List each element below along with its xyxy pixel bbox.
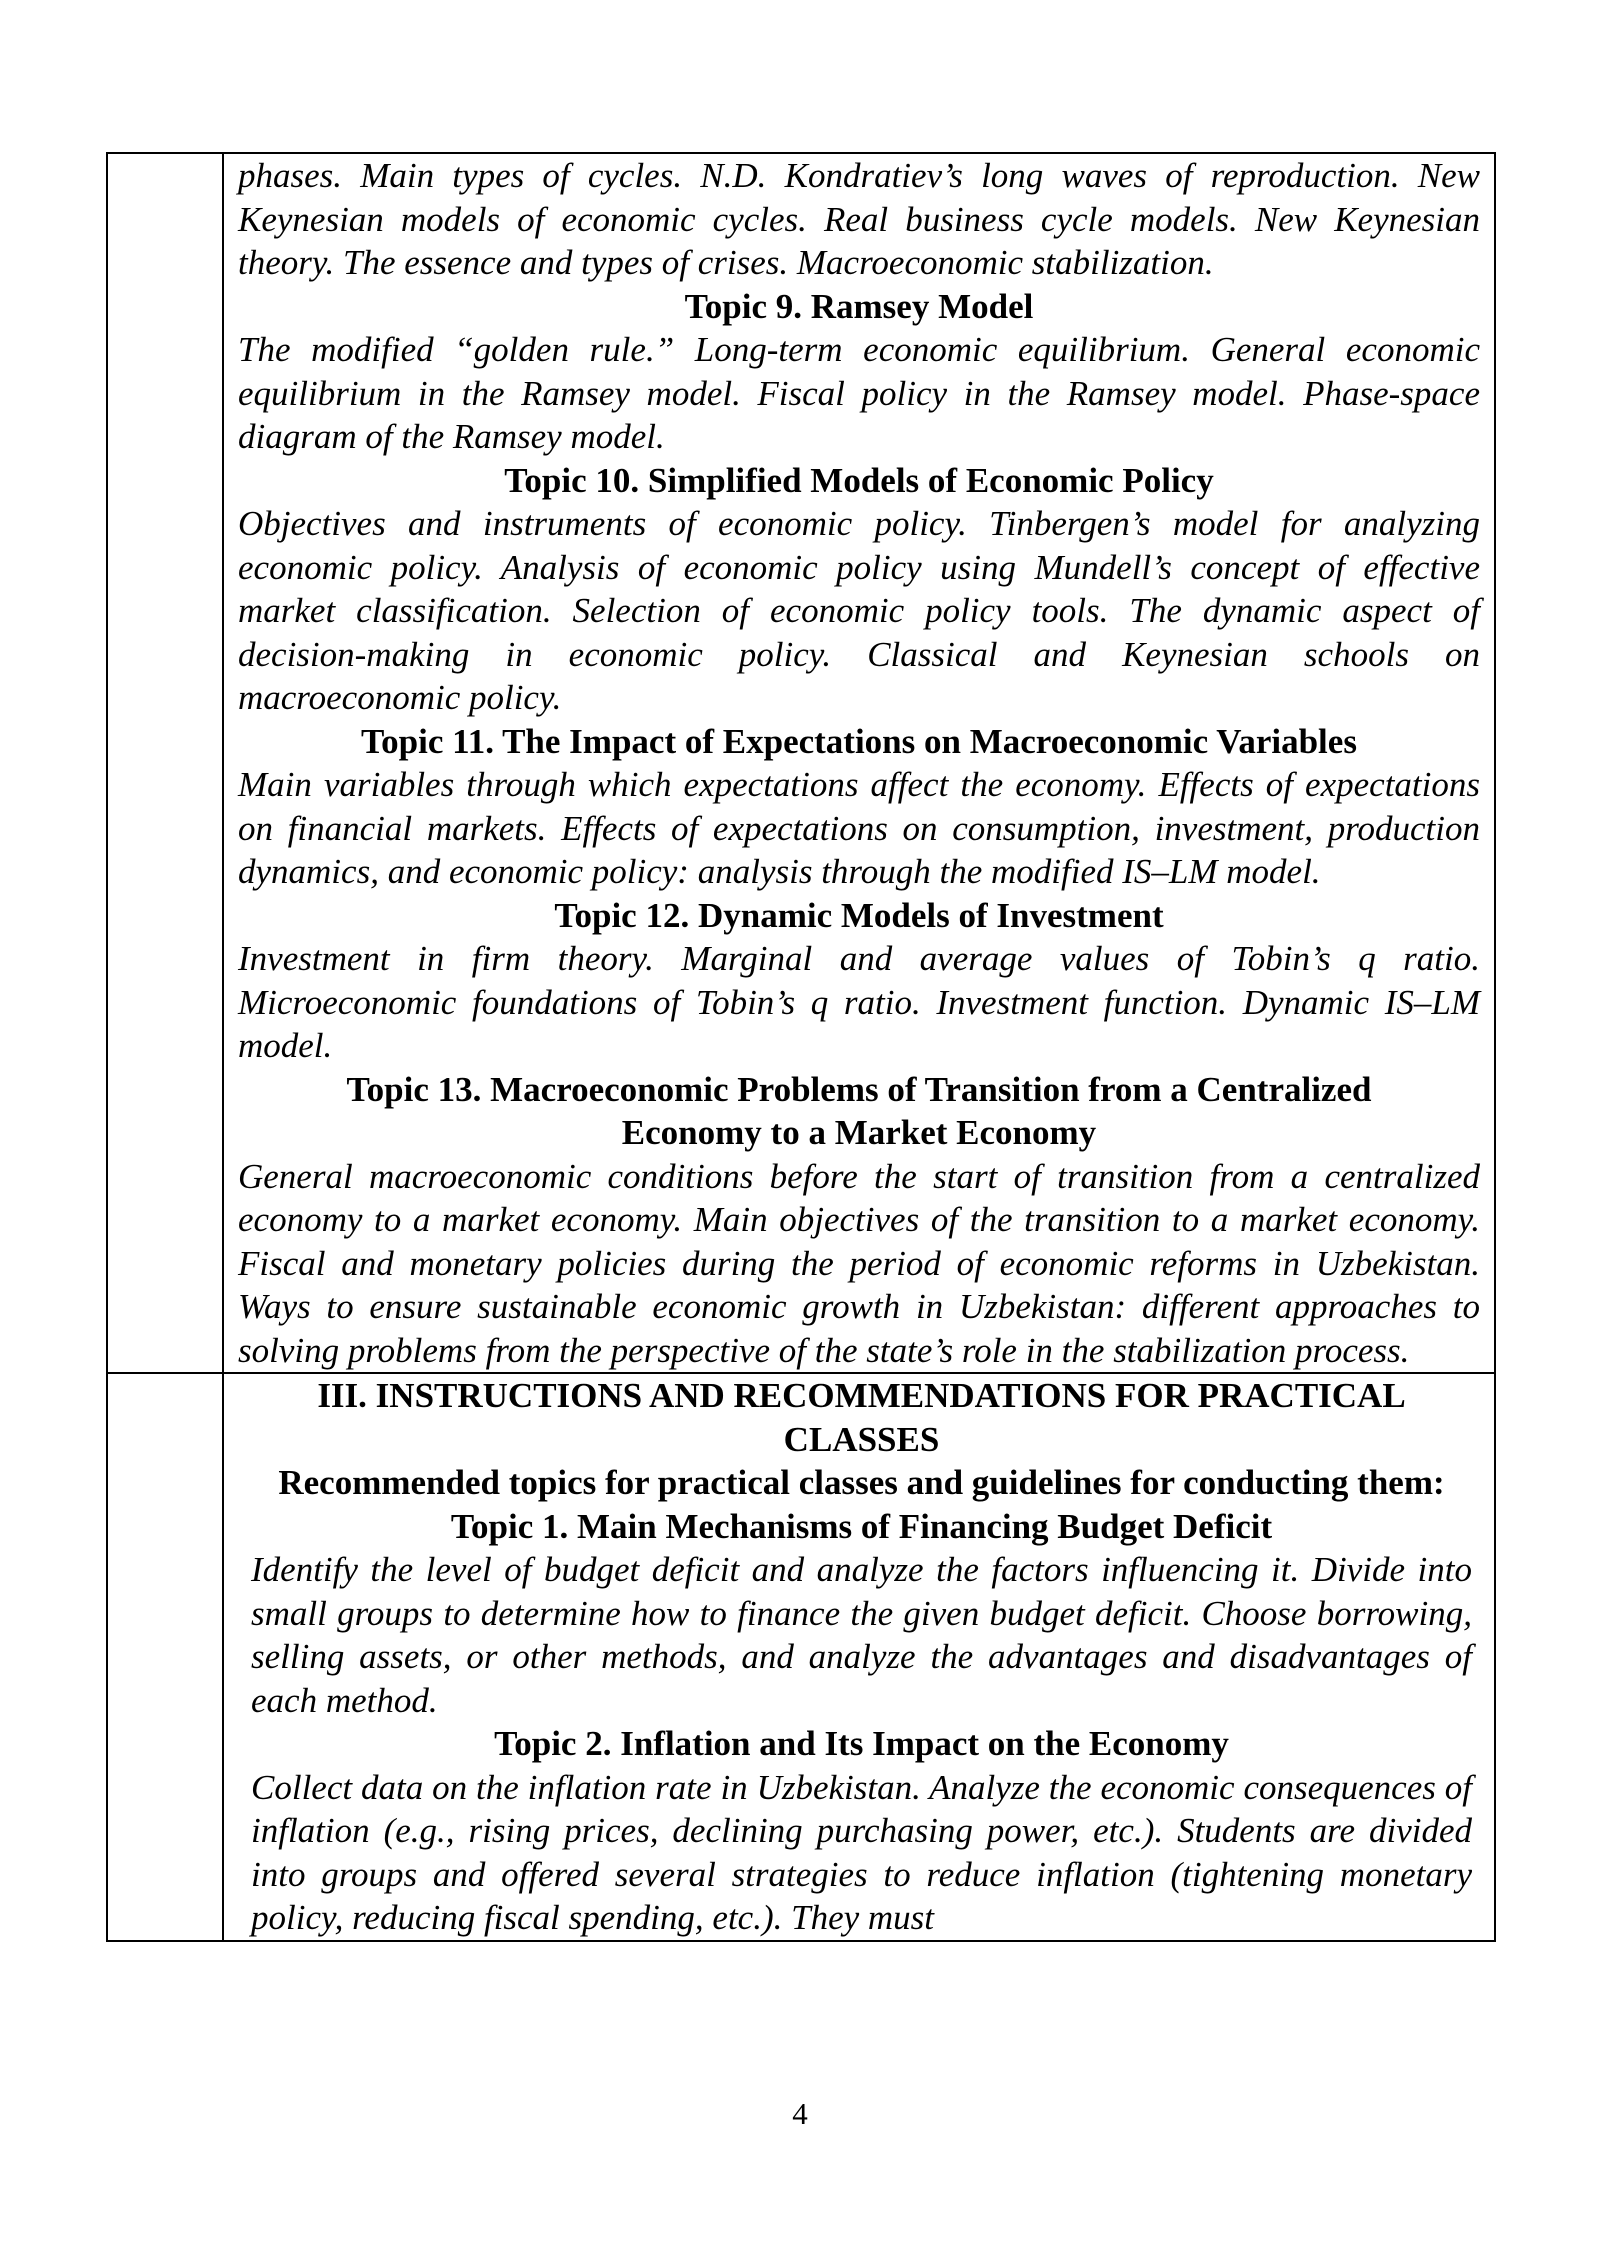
practical-topic-2-heading: Topic 2. Inflation and Its Impact on the Economy <box>494 1724 1229 1763</box>
table-row <box>107 153 1495 1373</box>
table-row <box>107 1373 1495 1941</box>
topic-12-text: Investment in firm theory. Marginal and average values of Tobin’s q ratio. Microeconomic foundations of Tobin’s q ratio. Investment function. Dynamic IS–LM model. <box>238 939 1480 1065</box>
cycles-text: phases. Main types of cycles. N.D. Kondratiev’s long waves of reproduction. New Keynesian models of economic cycles. Real business cycle models. New Keynesian theory. The essence and types of crises. Macroeconomic stabilization. <box>238 156 1480 282</box>
empty-left-cell <box>107 153 223 1373</box>
section-iii-heading: III. INSTRUCTIONS AND RECOMMENDATIONS FOR PRACTICAL CLASSES <box>317 1376 1406 1459</box>
topic-11-text: Main variables through which expectations affect the economy. Effects of expectations on financial markets. Effects of expectations on consumption, investment, production dynamics, and economic policy: analysis through the modified IS–LM model. <box>238 765 1480 891</box>
empty-left-cell <box>107 1373 223 1941</box>
topic-9-heading: Topic 9. Ramsey Model <box>684 286 1034 326</box>
recommended-topics-heading: Recommended topics for practical classes and guidelines for conducting them: <box>278 1463 1445 1502</box>
topic-11-heading: Topic 11. The Impact of Expectations on Macroeconomic Variables <box>361 721 1357 761</box>
practical-topic-1-heading: Topic 1. Main Mechanisms of Financing Budget Deficit <box>450 1506 1273 1546</box>
topic-10-text: Objectives and instruments of economic policy. Tinbergen’s model for analyzing economic policy. Analysis of economic policy using Mundell’s concept of effective market classification. Selection of economic policy tools. The dynamic aspect of decision-making in economic policy. Classical and Keynesian schools on macroeconomic policy. <box>238 504 1480 717</box>
topic-12-heading: Topic 12. Dynamic Models of Investment <box>554 895 1164 935</box>
topic-9-text: The modified “golden rule.” Long-term economic equilibrium. General economic equilibrium in the Ramsey model. Fiscal policy in the Ramsey model. Phase-space diagram of the Ramsey model. <box>238 330 1480 456</box>
topic-10-heading: Topic 10. Simplified Models of Economic Policy <box>504 460 1214 500</box>
practical-topic-2-text: Collect data on the inflation rate in Uzbekistan. Analyze the economic consequences of inflation (e.g., rising prices, declining purchasing power, etc.). Students are divided into groups and offered several strategies to reduce inflation (tightening monetary policy, reducing fiscal spending, etc.). They must <box>251 1767 1472 1937</box>
content-cell <box>223 153 1495 1373</box>
content-cell <box>223 1373 1495 1941</box>
topic-13-text: General macroeconomic conditions before the start of transition from a centralized economy to a market economy. Main objectives of the transition to a market economy. Fiscal and monetary policies during the period of economic reforms in Uzbekistan. Ways to ensure sustainable economic growth in Uzbekistan: different approaches to solving problems from the perspective of the state’s role in the stabilization process. <box>238 1156 1480 1370</box>
topic-13-heading: Topic 13. Macroeconomic Problems of Transition from a Centralized Economy to a Market Economy <box>346 1069 1372 1152</box>
content-table <box>106 152 1496 1942</box>
page-number: 4 <box>792 2096 808 2131</box>
practical-topic-1-text: Identify the level of budget deficit and analyze the factors influencing it. Divide into small groups to determine how to finance the given budget deficit. Choose borrowing, selling assets, or other methods, and analyze the advantages and disadvantages of each method. <box>251 1550 1472 1720</box>
